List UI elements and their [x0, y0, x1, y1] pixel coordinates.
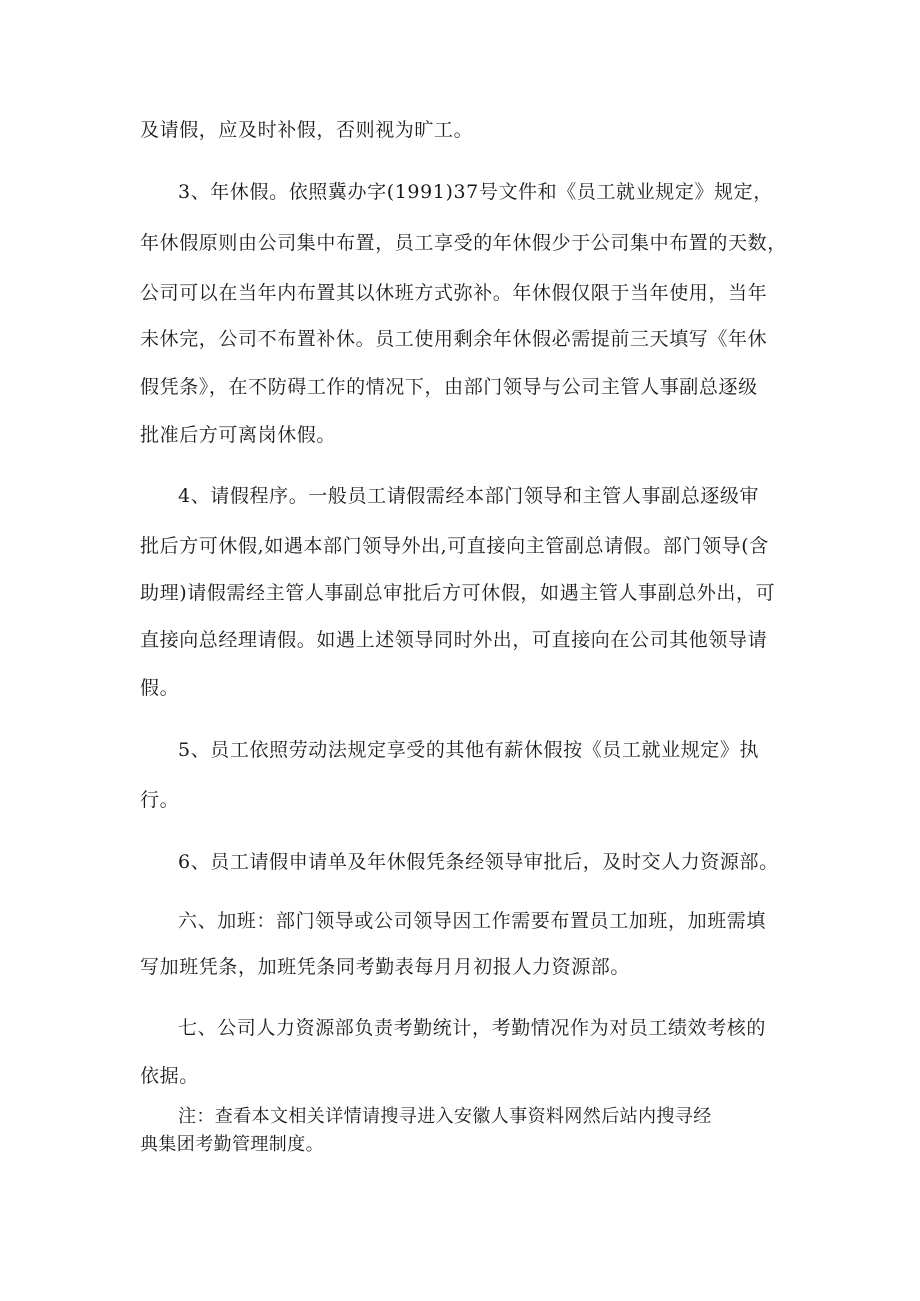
paragraph-line: 年休假原则由公司集中布置，员工享受的年休假少于公司集中布置的天数，	[140, 232, 787, 254]
paragraph-line: 6、员工请假申请单及年休假凭条经领导审批后，及时交人力资源部。	[178, 851, 779, 873]
paragraph-line: 假。	[140, 677, 180, 699]
paragraph-line: 3、年休假。依照冀办字(1991)37号文件和《员工就业规定》规定，	[178, 181, 773, 203]
paragraph-line: 依据。	[140, 1065, 199, 1087]
paragraph-line: 4、请假程序。一般员工请假需经本部门领导和主管人事副总逐级审	[178, 485, 760, 507]
paragraph-line: 行。	[140, 789, 180, 811]
paragraph-line: 假凭条》，在不防碍工作的情况下，由部门领导与公司主管人事副总逐级	[140, 376, 758, 398]
paragraph-line: 批准后方可离岗休假。	[140, 424, 337, 446]
paragraph-line: 写加班凭条，加班凭条同考勤表每月月初报人力资源部。	[140, 956, 631, 978]
paragraph-line: 及请假，应及时补假，否则视为旷工。	[140, 119, 474, 141]
paragraph-line: 七、公司人力资源部负责考勤统计，考勤情况作为对员工绩效考核的	[178, 1017, 767, 1039]
paragraph-line: 助理)请假需经主管人事副总审批后方可休假，如遇主管人事副总外出，可	[140, 582, 776, 604]
paragraph-line: 公司可以在当年内布置其以休班方式弥补。年休假仅限于当年使用，当年	[140, 282, 768, 304]
paragraph-line: 批后方可休假,如遇本部门领导外出,可直接向主管副总请假。部门领导(含	[140, 535, 769, 557]
paragraph-line: 未休完，公司不布置补休。员工使用剩余年休假必需提前三天填写《年休	[140, 328, 768, 350]
paragraph-line: 六、加班：部门领导或公司领导因工作需要布置员工加班，加班需填	[178, 910, 767, 932]
paragraph-line: 5、员工依照劳动法规定享受的其他有薪休假按《员工就业规定》执	[178, 739, 760, 761]
note-line: 典集团考勤管理制度。	[140, 1134, 324, 1155]
paragraph-line: 直接向总经理请假。如遇上述领导同时外出，可直接向在公司其他领导请	[140, 629, 768, 651]
note-line: 注：查看本文相关详情请搜寻进入安徽人事资料网然后站内搜寻经	[178, 1106, 712, 1127]
